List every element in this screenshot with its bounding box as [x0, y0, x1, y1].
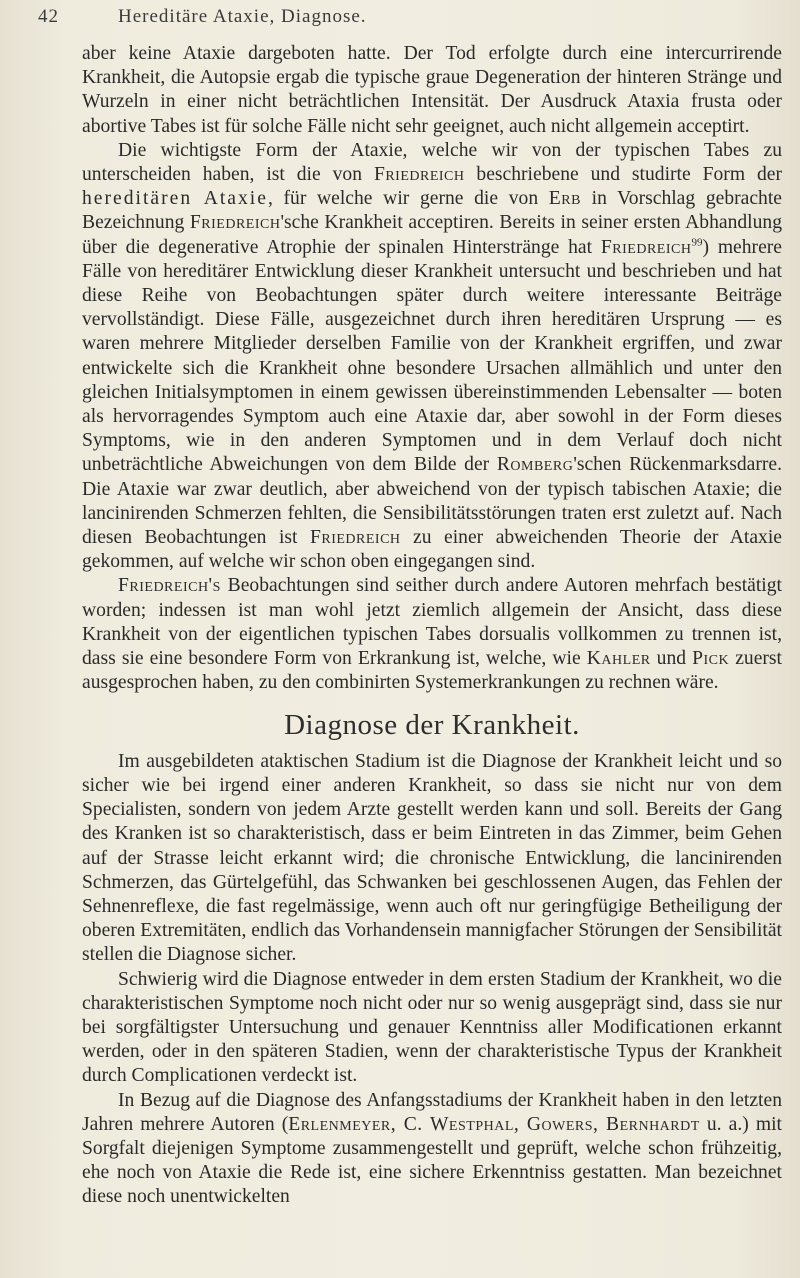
section-heading: Diagnose der Krankheit.: [284, 709, 580, 742]
text-run: und: [650, 648, 693, 670]
text-run: beschriebene und studirte Form der: [464, 164, 782, 186]
author-name: Friedreich's: [118, 575, 221, 597]
author-name: Romberg: [496, 454, 574, 476]
paragraph-confirmation: [82, 574, 782, 695]
paragraph-friedreich: [82, 139, 782, 575]
text-run: 'sche Krankheit acceptiren. Bereits in seiner ersten Abhandlung über die degenerative Atrophie der spinalen Hinterstränge hat: [82, 212, 782, 258]
text-run: zu einer abweichenden Theorie der Ataxie gekommen, auf welche wir schon oben eingegangen sind.: [82, 527, 782, 573]
author-name: Friedreich: [189, 212, 281, 234]
running-header: [38, 6, 778, 28]
text-run: In Bezug auf die Diagnose des Anfangsstadiums der Krankheit haben in den letzten Jahren mehrere Autoren (: [82, 1089, 782, 1135]
text-run: 'schen Rückenmarksdarre. Die Ataxie war zwar deutlich, aber abweichend von der typisch tabischen Ataxie; die lancinirenden Schmerzen fehlten, die Sensibilitätsstörungen traten erst zuletzt auf. Nach diesen Beobachtungen ist: [82, 454, 782, 549]
author-name: Friedreich: [309, 527, 401, 549]
author-name: Erb: [548, 188, 581, 210]
author-name: Kahler: [586, 648, 651, 670]
body-text: [82, 42, 782, 1210]
text-run: , für welche wir gerne die von: [267, 188, 549, 210]
text-run: Beobachtungen sind seither durch andere Autoren mehrfach bestätigt worden; indessen ist man wohl jetzt ziemlich allgemein der Ansicht, dass diese Krankheit von der eigentlichen typischen Tabes dorsualis vollkommen zu trennen ist, dass sie eine besondere Form von Erkrankung ist, welche, wie: [82, 575, 782, 670]
paragraph-diagnosis: Im ausgebildeten ataktischen Stadium ist die Diagnose der Krankheit leicht und so sicher wie bei irgend einer anderen Krankheit, so dass sie nicht nur von dem Specialisten, sondern von jedem Arzte gestellt werden kann und soll. Bereits der Gang des Kranken ist so charakteristisch, dass er beim Eintreten in das Zimmer, beim Gehen auf der Strasse leicht erkannt wird; die chronische Entwicklung, die lancinirenden Schmerzen, das Gürtelgefühl, das Schwanken bei geschlossenen Augen, das Fehlen der Sehnenreflexe, die fast regelmässige, wenn auch oft nur geringfügige Betheiligung der oberen Extremitäten, endlich das Vorhandensein mannigfacher Störungen der Sensibilität stellen die Diagnose sicher.: [82, 750, 782, 966]
text-run: Die wichtigste Form der Ataxie, welche wir von der typischen Tabes zu unterscheiden haben, ist die von: [82, 139, 782, 186]
author-names: Erlenmeyer, C. Westphal, Gowers, Bernhardt: [288, 1113, 700, 1135]
paragraph-continuation: aber keine Ataxie dargeboten hatte. Der Tod erfolgte durch eine intercurrirende Krankheit, die Autopsie ergab die typische graue Degeneration der hinteren Stränge und Wurzeln in einer nicht beträchtlichen Intensität. Der Ausdruck Ataxia frusta oder abortive Tabes ist für solche Fälle nicht sehr geeignet, auch nicht allgemein acceptirt.: [82, 43, 782, 137]
emphasis-term: hereditären Ataxie: [82, 188, 268, 210]
running-title: Hereditäre Ataxie, Diagnose.: [118, 6, 367, 27]
text-run: ) mehrere Fälle von hereditärer Entwicklung dieser Krankheit untersucht und beschrieben und hat diese Reihe von Beobachtungen später durch weitere interessante Beiträge vervollständigt. Diese Fälle, ausgezeichnet durch ihren hereditären Ursprung — es waren mehrere Mitglieder derselben Familie von der Krankheit ergriffen, und zwar entwickelte sich die Krankheit ohne besondere Ursachen allmählich und unter den gleichen Initialsymptomen in einem gewissen übereinstimmenden Lebensalter — boten als hervorragendes Symptom auch eine Ataxie dar, aber sowohl in der Form dieses Symptoms, wie in den anderen Symptomen und in dem Verlauf doch nicht unbeträchtliche Abweichungen von dem Bilde der: [82, 236, 782, 476]
footnote-ref: 99: [691, 236, 703, 249]
paragraph-difficulty: Schwierig wird die Diagnose entweder in dem ersten Stadium der Krankheit, wo die charakteristischen Symptome noch nicht oder nur so wenig ausgeprägt sind, dass sie nur bei sorgfältigster Untersuchung und genauer Kenntniss aller Modificationen erkannt werden, oder in den späteren Stadien, wenn der charakteristische Typus der Krankheit durch Complicationen verdeckt ist.: [82, 968, 782, 1087]
author-name: Friedreich: [373, 164, 465, 186]
page-number: 42: [38, 6, 59, 27]
text-run: zuerst ausgesprochen haben, zu den combinirten Systemerkrankungen zu rechnen wäre.: [82, 648, 783, 694]
paragraph-early-stage: [82, 1089, 782, 1210]
text-run: in Vorschlag gebrachte Bezeichnung: [82, 188, 782, 234]
author-name: Pick: [692, 648, 730, 670]
text-run: u. a.) mit Sorgfalt diejenigen Symptome zusammengestellt und geprüft, welche schon frühzeitig, ehe noch von Ataxie die Rede ist, eine sichere Erkenntniss gestatten. Man bezeichnet diese noch unentwickelten: [82, 1113, 782, 1208]
author-name: Friedreich: [600, 236, 692, 258]
